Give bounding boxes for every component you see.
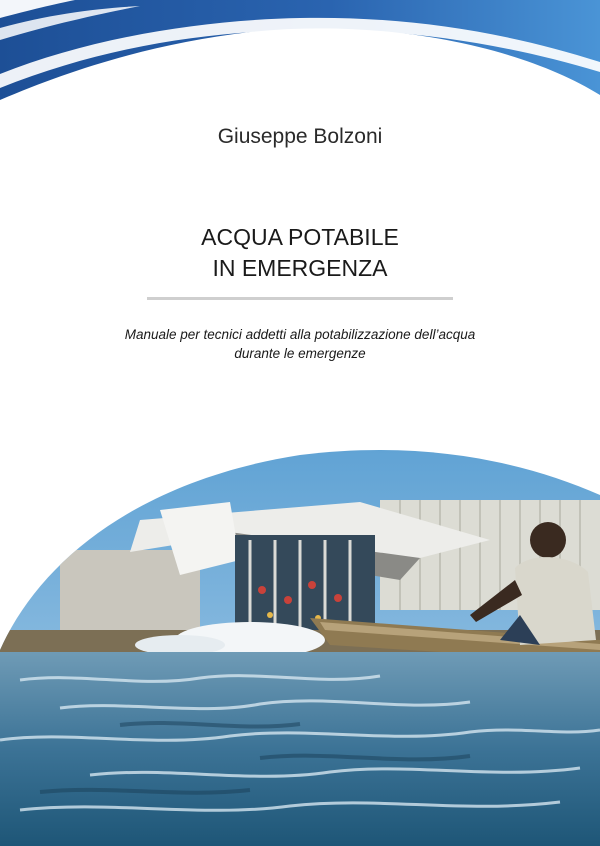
title-divider (147, 297, 453, 300)
subtitle-line-1: Manuale per tecnici addetti alla potabilizzazione dell’acqua (124, 327, 476, 342)
title-line-1: ACQUA POTABILE (201, 224, 399, 250)
title-line-2: IN EMERGENZA (212, 255, 388, 281)
subtitle-line-2: durante le emergenze (234, 346, 366, 361)
book-subtitle (0, 325, 600, 363)
author-name: Giuseppe Bolzoni (217, 125, 383, 148)
header-swoosh-graphic (0, 0, 600, 110)
book-title (0, 222, 600, 284)
cover-photo (0, 440, 600, 846)
